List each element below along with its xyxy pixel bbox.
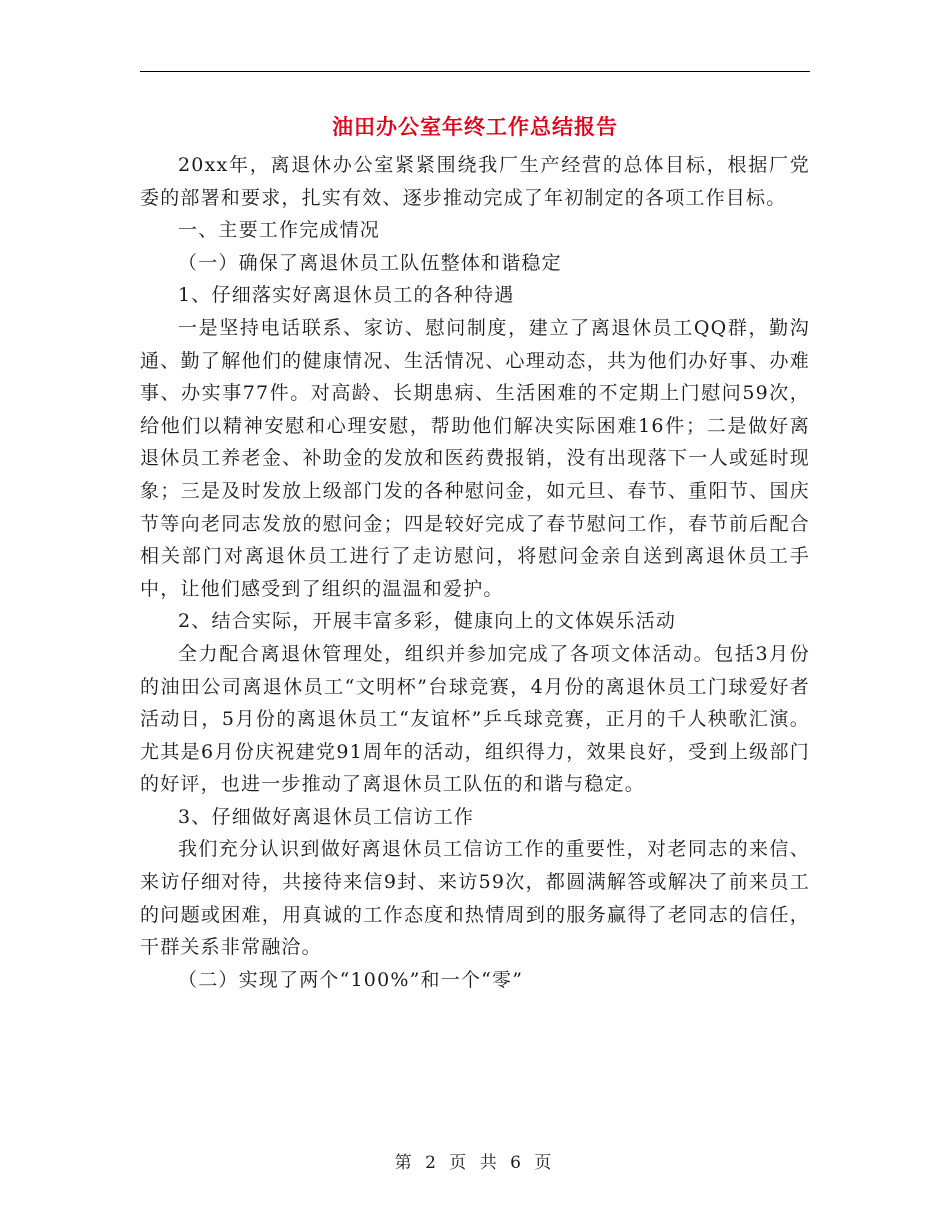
- subsection-heading-2: （二）实现了两个“100%”和一个“零”: [178, 968, 524, 991]
- item-heading-1: 1、仔细落实好离退休员工的各种待遇: [178, 284, 515, 307]
- document-body: [140, 149, 810, 996]
- section-heading-main-work: 一、主要工作完成情况: [178, 219, 381, 242]
- header-rule: [140, 71, 810, 72]
- item-paragraph-2: 全力配合离退休管理处，组织并参加完成了各项文体活动。包括3月份的油田公司离退休员工“文明杯”台球竞赛，4月份的离退休员工门球爱好者活动日，5月份的离退休员工“友谊杯”乒乓球竞赛，正月的千人秧歌汇演。尤其是6月份庆祝建党91周年的活动，组织得力，效果良好，受到上级部门的好评，也进一步推动了离退休员工队伍的和谐与稳定。: [140, 642, 810, 796]
- item-paragraph-1: 一是坚持电话联系、家访、慰问制度，建立了离退休员工QQ群，勤沟通、勤了解他们的健康情况、生活情况、心理动态，共为他们办好事、办难事、办实事77件。对高龄、长期患病、生活困难的不定期上门慰问59次，给他们以精神安慰和心理安慰，帮助他们解决实际困难16件；二是做好离退休员工养老金、补助金的发放和医药费报销，没有出现落下一人或延时现象；三是及时发放上级部门发的各种慰问金，如元旦、春节、重阳节、国庆节等向老同志发放的慰问金；四是较好完成了春节慰问工作，春节前后配合相关部门对离退休员工进行了走访慰问，将慰问金亲自送到离退休员工手中，让他们感受到了组织的温温和爱护。: [140, 316, 810, 600]
- intro-paragraph: 20xx年，离退休办公室紧紧围绕我厂生产经营的总体目标，根据厂党委的部署和要求，扎实有效、逐步推动完成了年初制定的各项工作目标。: [140, 154, 810, 209]
- page-number: 第 2 页 共 6 页: [394, 1153, 556, 1173]
- subsection-heading-1: （一）确保了离退休员工队伍整体和谐稳定: [178, 251, 562, 274]
- item-heading-2: 2、结合实际，开展丰富多彩，健康向上的文体娱乐活动: [178, 610, 677, 633]
- item-paragraph-3: 我们充分认识到做好离退休员工信访工作的重要性，对老同志的来信、来访仔细对待，共接待来信9封、来访59次，都圆满解答或解决了前来员工的问题或困难，用真诚的工作态度和热情周到的服务赢得了老同志的信任，干群关系非常融洽。: [140, 838, 810, 959]
- item-heading-3: 3、仔细做好离退休员工信访工作: [178, 805, 475, 828]
- document-title: 油田办公室年终工作总结报告: [332, 115, 618, 139]
